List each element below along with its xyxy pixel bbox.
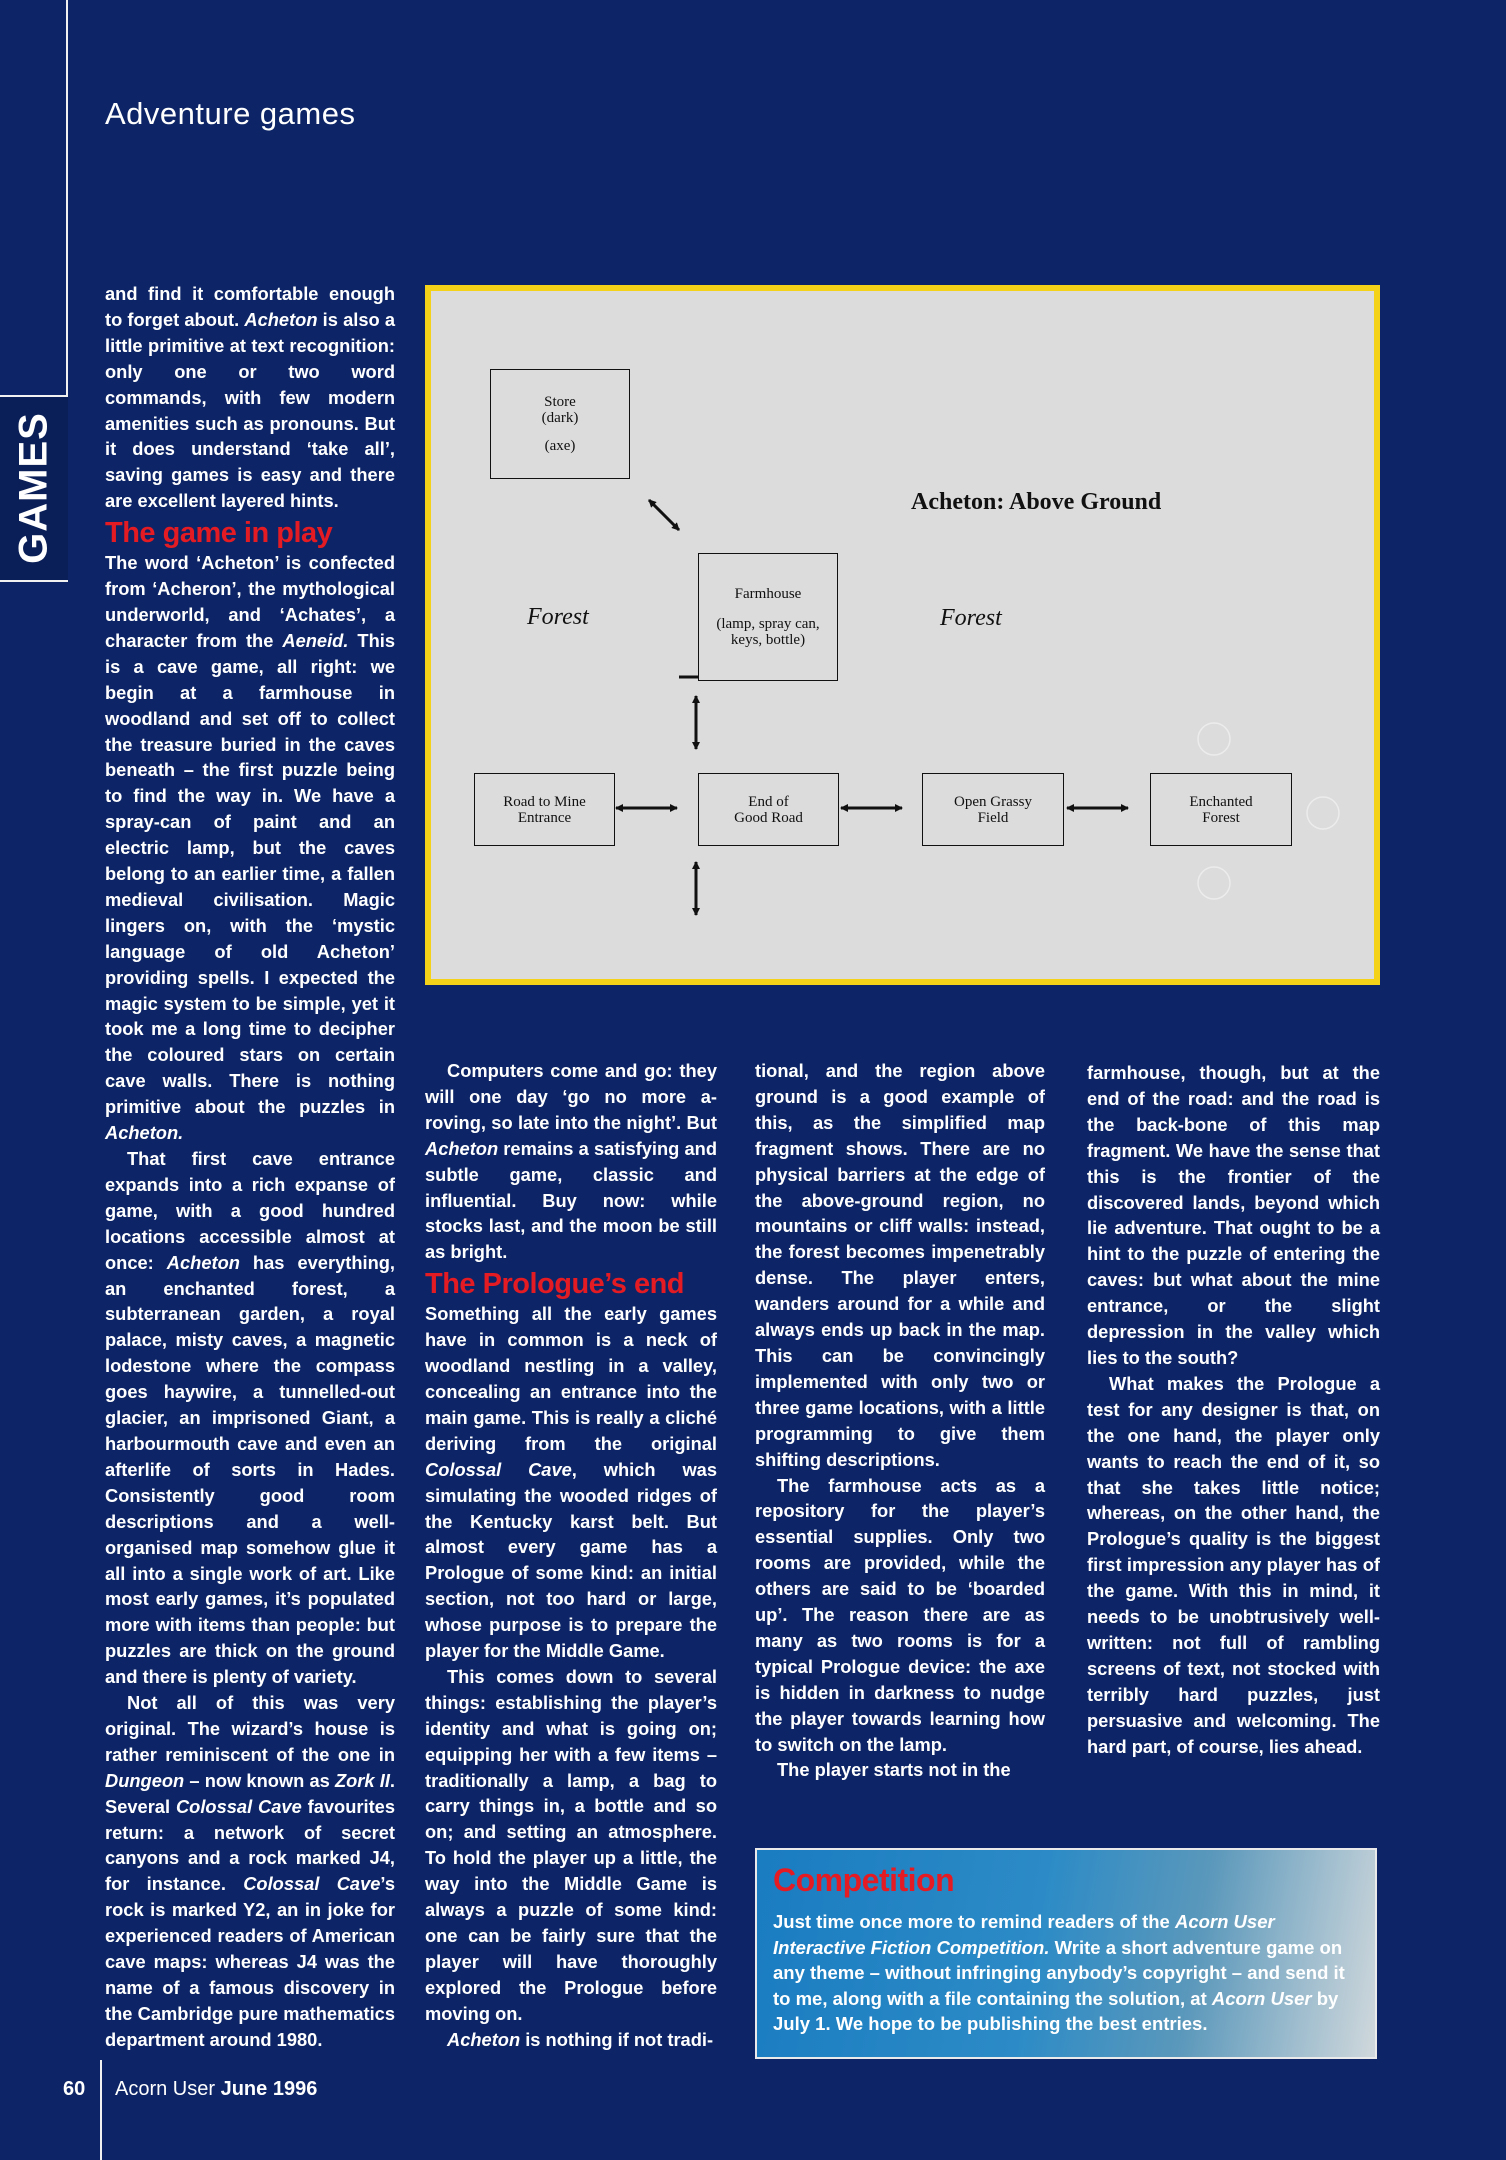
- arrow-store-farmhouse: [649, 500, 679, 530]
- room-open-field: Open Grassy Field: [922, 773, 1064, 846]
- column-2: [425, 1058, 717, 2053]
- map-title: Acheton: Above Ground: [911, 489, 1162, 515]
- column-1: [105, 281, 395, 2053]
- section-tab: [0, 395, 68, 582]
- paragraph: The word ‘Acheton’ is confected from ‘Acheron’, the mythological underworld, and ‘Achates’, a character from the Aeneid. This is a cave game, all right: we begin at a farmhouse in woodland and set off to collect the treasure buried in the caves beneath – the first puzzle being to find the way in. We have a spray-can of paint and an electric lamp, but the caves belong to an earlier time, a fallen medieval civilisation. Magic lingers on, with the ‘mystic language of old Acheton’ providing spells. I expected the magic system to be simple, yet it took me a long time to decipher the coloured stars on certain cave walls. There is nothing primitive about the puzzles in Acheton.: [105, 552, 395, 1144]
- room-enchanted-forest: Enchanted Forest: [1150, 773, 1292, 846]
- map-blemish: [1198, 723, 1230, 755]
- paragraph: Something all the early games have in common is a neck of woodland nestling in a valley, concealing an entrance into the main game. This is really a cliché deriving from the original Colossal Cave, which was simulating the wooded ridges of the Kentucky karst belt. But almost every game has a Prologue of some kind: an initial section, not too hard or large, whose purpose is to prepare the player for the Middle Game.: [425, 1303, 718, 1662]
- paragraph: and find it comfortable enough to forget about. Acheton is also a little primitive at text recognition: only one or two word commands, with few modern amenities such as pronouns. But it does understand ‘take all’, saving games is easy and there are excellent layered hints.: [105, 283, 396, 512]
- map-blemish: [1307, 797, 1339, 829]
- paragraph: The player starts not in the: [777, 1759, 1011, 1781]
- issue-date: June 1996: [220, 2078, 318, 2100]
- room-farmhouse: Farmhouse (lamp, spray can, keys, bottle): [698, 553, 838, 681]
- heading-game-in-play: The game in play: [105, 517, 333, 550]
- paragraph: This comes down to several things: establishing the player’s identity and what is going on; equipping her with a few items – traditionally a lamp, a bag to carry things in, a bottle and so on; and setting an atmosphere. To hold the player up a little, the way into the Middle Game is always a puzzle of some kind: one can be fairly sure that the player will have thoroughly explored the Prologue before moving on.: [425, 1665, 717, 2024]
- room-store: Store (dark) (axe): [490, 369, 630, 479]
- paragraph: Computers come and go: they will one day ‘go no more a-roving, so late into the night’. But Acheton remains a satisfying and subtle game, classic and influential. Buy now: while stocks last, and the moon be still as bright.: [425, 1060, 717, 1263]
- magazine-name: Acorn User: [115, 2078, 216, 2100]
- paragraph: That first cave entrance expands into a rich expanse of game, with a good hundred locations accessible almost at once: Acheton has everything, an enchanted forest, a subterranean garden, a royal palace, misty caves, a magnetic lodestone where the compass goes haywire, a tunnelled-out glacier, an imprisoned Giant, a harbourmouth cave and even an afterlife of sorts in Hades. Consistently good room descriptions and a well-organised map somehow glue it all into a single work of art. Like most early games, it’s populated more with items than people: but puzzles are thick on the ground and there is plenty of variety.: [105, 1148, 395, 1688]
- paragraph: Acheton is nothing if not tradi-: [447, 2028, 714, 2050]
- forest-label-right: Forest: [940, 605, 1002, 631]
- map-blemish: [1198, 867, 1230, 899]
- paragraph: The farmhouse acts as a repository for the player’s essential supplies. Only two rooms are provided, while the others are said to be ‘boarded up’. The reason there are as many as two rooms is for a typical Prologue device: the axe is hidden in darkness to nudge the player towards learning how to switch on the lamp.: [755, 1474, 1045, 1755]
- paragraph: What makes the Prologue a test for any designer is that, on the one hand, the player only wants to reach the end of it, so that she takes little notice; whereas, on the other hand, the Prologue’s quality is the biggest first impression any player has of the game. With this in mind, it needs to be unobtrusively well-written: not full of rambling screens of text, not stocked with terribly hard puzzles, just persuasive and welcoming. The hard part, of course, lies ahead.: [1087, 1372, 1380, 1757]
- column-4: [1087, 1060, 1380, 1759]
- heading-prologues-end: The Prologue’s end: [425, 1268, 685, 1301]
- section-title: Adventure games: [105, 96, 356, 131]
- competition-box: [755, 1848, 1377, 2059]
- paragraph: tional, and the region above ground is a good example of this, as the simplified map fragment shows. There are no physical barriers at the edge of the above-ground region, no mountains or cliff walls: instead, the forest becomes impenetrably dense. The player enters, wanders around for a while and always ends up back in the map. This can be convincingly implemented with only two or three game locations, with a little programming to give them shifting descriptions.: [755, 1060, 1045, 1470]
- competition-body: Just time once more to remind readers of the Acorn User Interactive Fiction Competition. Write a short adventure game on any theme – without infringing anybody’s copyright – and send it to me, along with a file containing the solution, at Acorn User by July 1. We hope to be publishing the best entries.: [773, 1911, 1345, 2034]
- column-3: [755, 1058, 1045, 1783]
- page-number: 60: [63, 2078, 86, 2100]
- map-figure: [425, 285, 1380, 985]
- room-end-of-road: End of Good Road: [698, 773, 839, 846]
- competition-heading: Competition: [773, 1862, 955, 1898]
- room-road-to-mine: Road to Mine Entrance: [474, 773, 615, 846]
- forest-label-left: Forest: [527, 604, 589, 630]
- paragraph: farmhouse, though, but at the end of the road: and the road is the back-bone of this map fragment. We have the sense that this is the frontier of the discovered lands, beyond which lie adventure. That ought to be a hint to the puzzle of entering the caves: but what about the mine entrance, or the slight depression in the valley which lies to the south?: [1087, 1062, 1380, 1368]
- section-tab-label: GAMES: [11, 412, 56, 564]
- paragraph: Not all of this was very original. The wizard’s house is rather reminiscent of the one in Dungeon – now known as Zork II. Several Colossal Cave favourites return: a network of secret canyons and a rock marked J4, for instance. Colossal Cave’s rock is marked Y2, an in joke for experienced readers of American cave maps: whereas J4 was the name of a famous discovery in the Cambridge pure mathematics department around 1980.: [105, 1692, 396, 2050]
- folio-rule: [100, 2060, 102, 2160]
